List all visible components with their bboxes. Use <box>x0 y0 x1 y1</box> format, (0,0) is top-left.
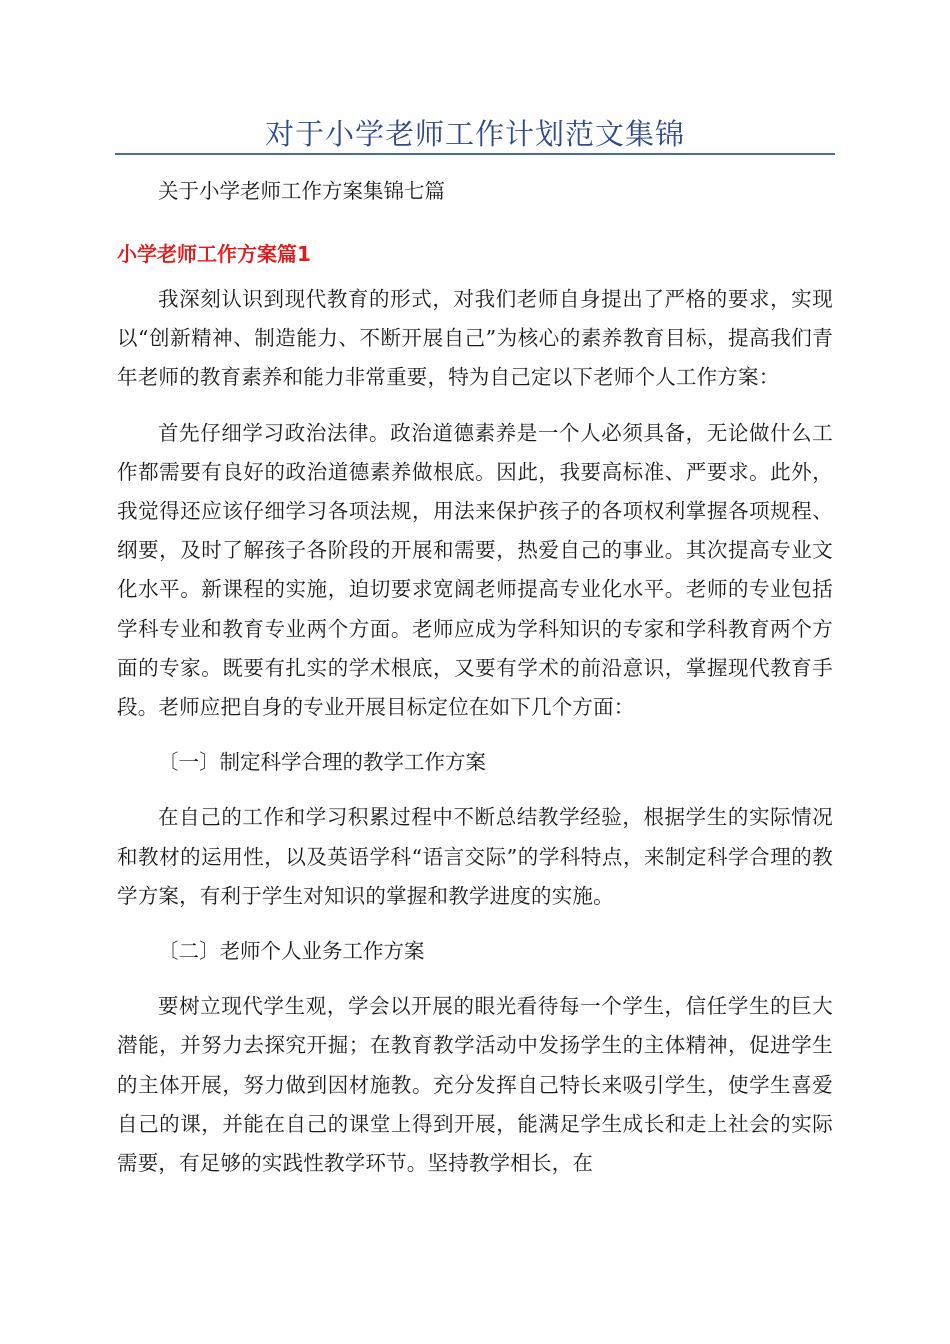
intro-paragraph: 我深刻认识到现代教育的形式，对我们老师自身提出了严格的要求，实现以“创新精神、制造能力、不断开展自己”为核心的素养教育目标，提高我们青年老师的教育素养和能力非常重要，特为自己定以下老师个人工作方案： <box>117 287 833 390</box>
item2-heading: 〔二〕老师个人业务工作方案 <box>158 939 425 964</box>
document-subtitle: 关于小学老师工作方案集锦七篇 <box>158 179 445 203</box>
study-paragraph: 首先仔细学习政治法律。政治道德素养是一个人必须具备，无论做什么工作都需要有良好的政治道德素养做根底。因此，我要高标准、严要求。此外，我觉得还应该仔细学习各项法规，用法来保护孩子的各项权利掌握各项规程、纲要，及时了解孩子各阶段的开展和需要，热爱自己的事业。其次提高专业文化水平。新课程的实施，迫切要求宽阔老师提高专业化水平。老师的专业包括学科专业和教育专业两个方面。老师应成为学科知识的专家和学科教育两个方面的专家。既要有扎实的学术根底，又要有学术的前沿意识，掌握现代教育手段。老师应把自身的专业开展目标定位在如下几个方面： <box>117 420 833 720</box>
title-underline <box>115 153 835 155</box>
document-body <box>117 172 833 1183</box>
document-title: 对于小学老师工作计划范文集锦 <box>264 117 685 151</box>
section-heading: 小学老师工作方案篇1 <box>117 242 311 266</box>
item1-heading: 〔一〕制定科学合理的教学工作方案 <box>158 750 486 775</box>
item2-paragraph: 要树立现代学生观，学会以开展的眼光看待每一个学生，信任学生的巨大潜能，并努力去探究开掘；在教育教学活动中发扬学生的主体精神，促进学生的主体开展，努力做到因材施教。充分发挥自己特长来吸引学生，使学生喜爱自己的课，并能在自己的课堂上得到开展，能满足学生成长和走上社会的实际需要，有足够的实践性教学环节。坚持教学相长，在 <box>117 994 833 1176</box>
item1-paragraph: 在自己的工作和学习积累过程中不断总结教学经验，根据学生的实际情况和教材的运用性，以及英语学科“语言交际”的学科特点，来制定科学合理的教学方案，有利于学生对知识的掌握和教学进度的实施。 <box>117 805 833 908</box>
